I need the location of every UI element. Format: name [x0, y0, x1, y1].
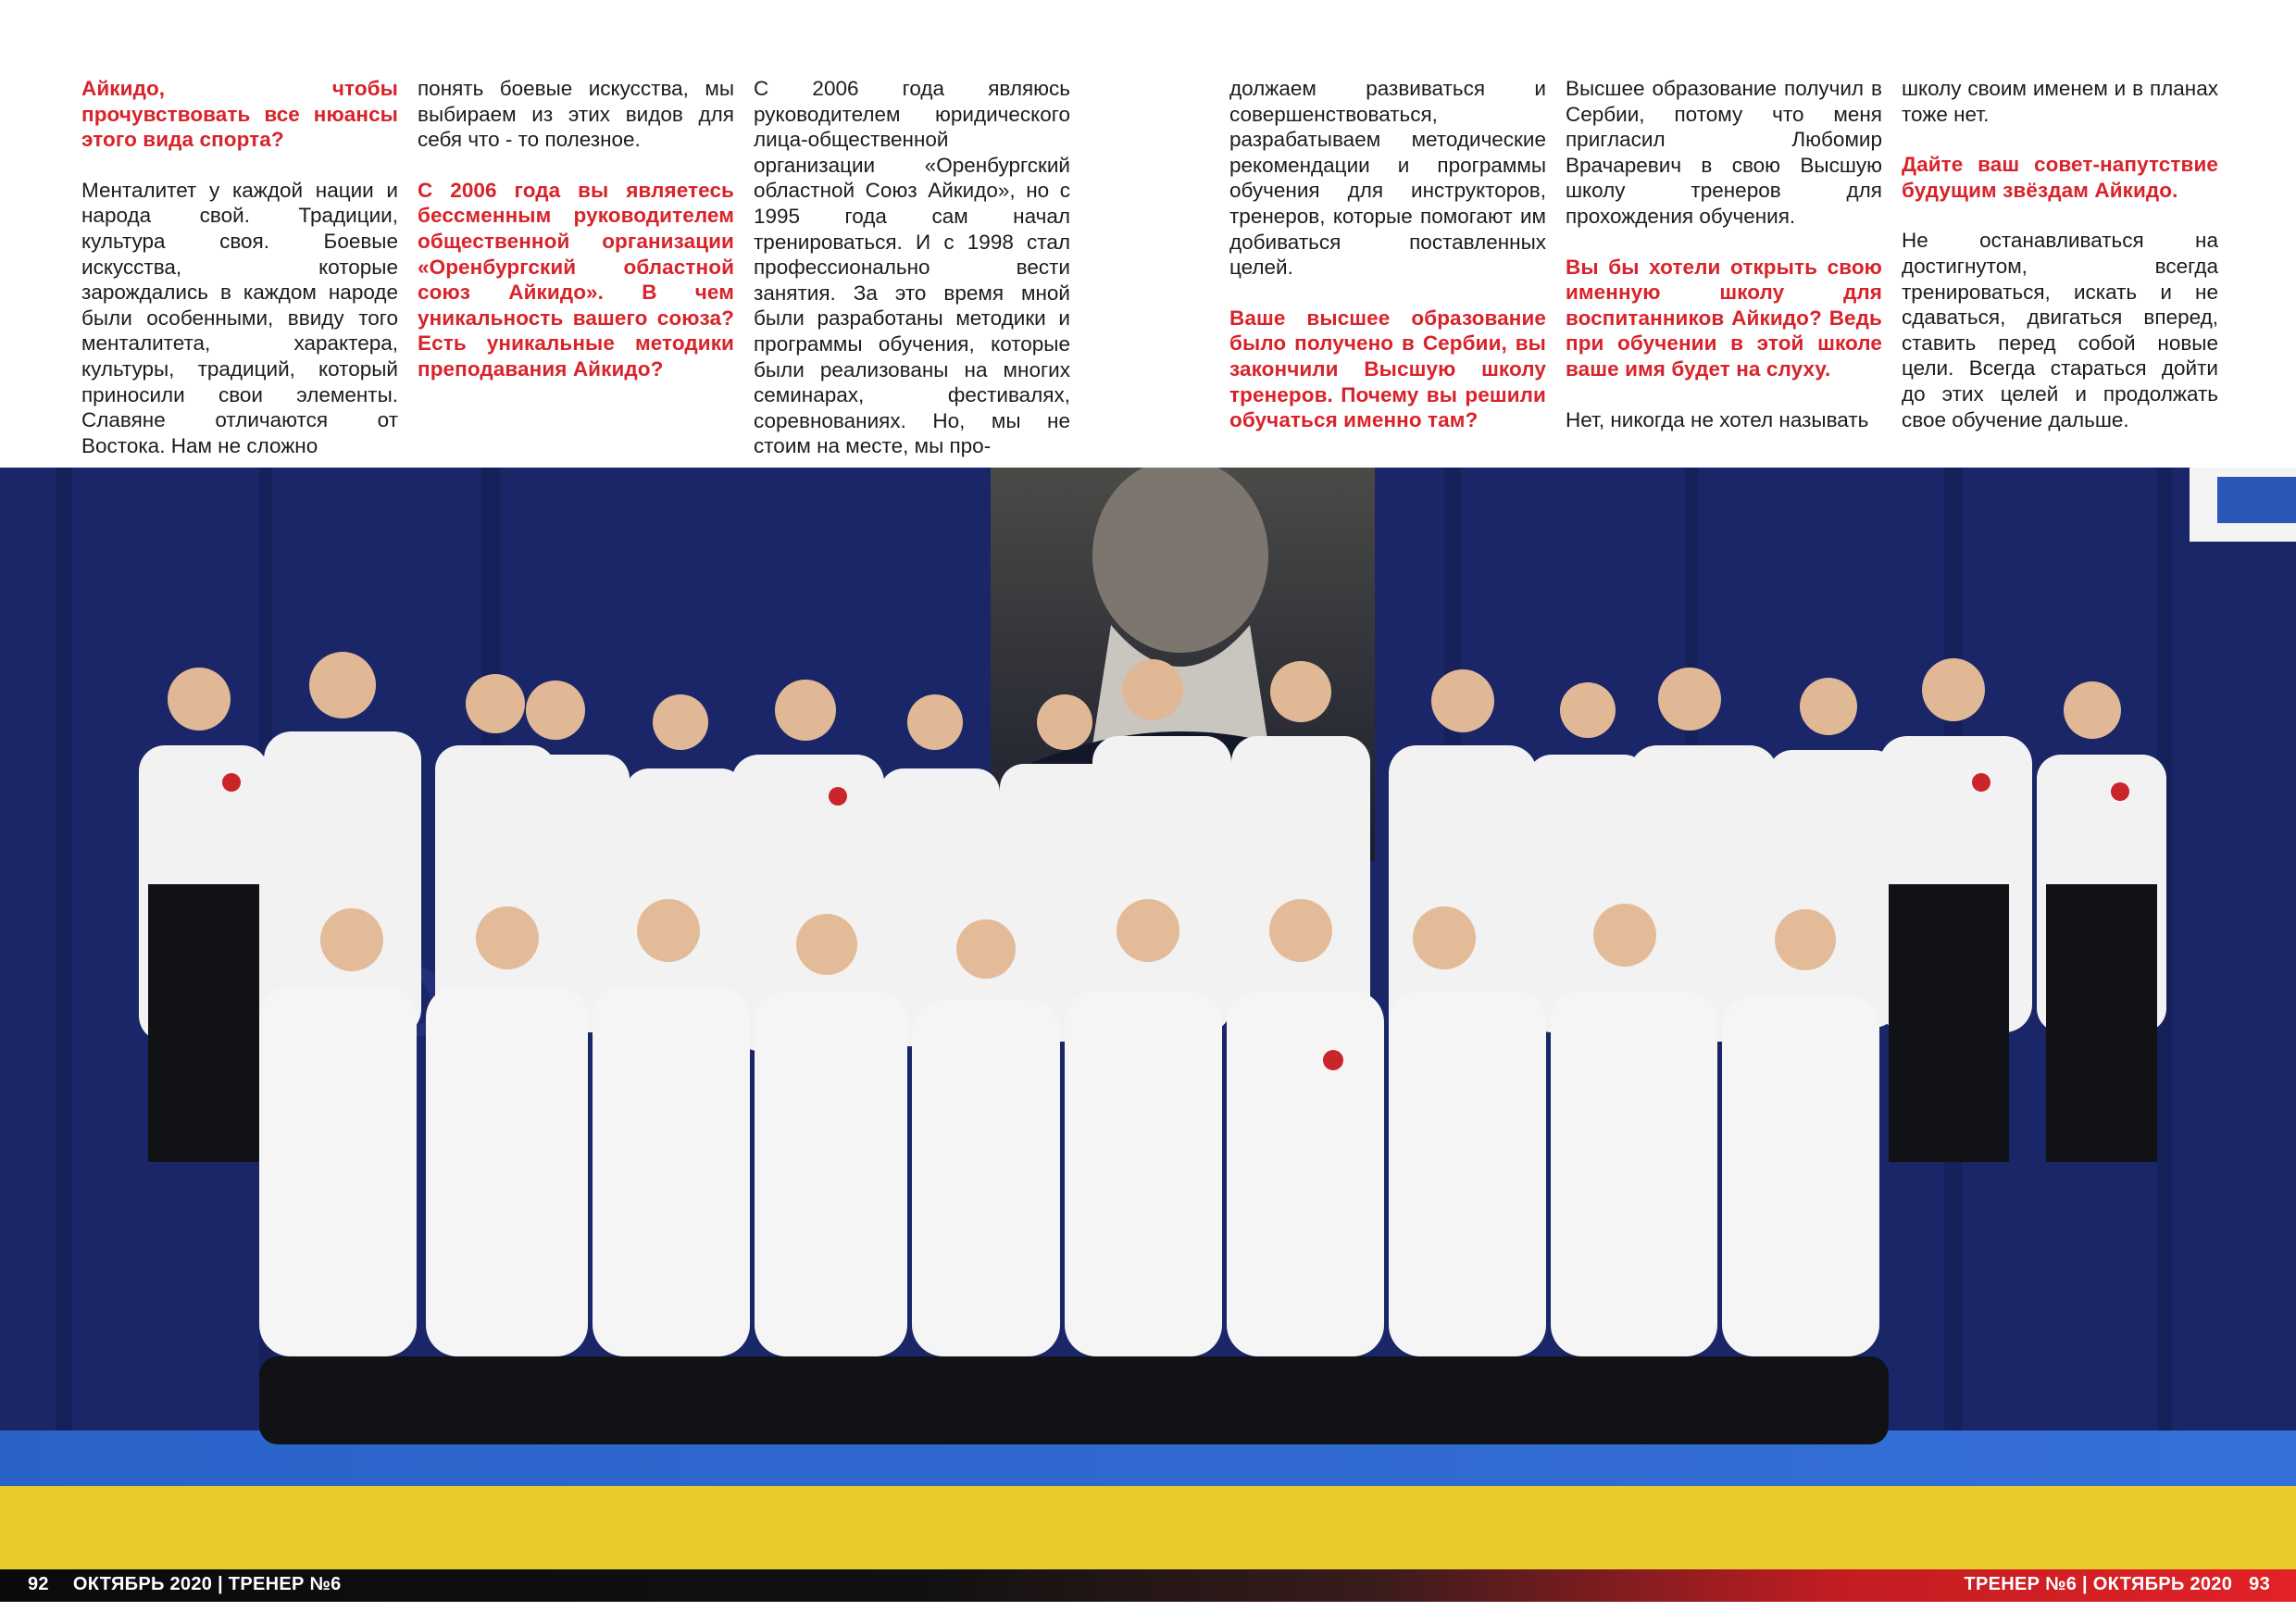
answer-text: С 2006 года являюсь руководителем юридического лица-общественной организации «Оренбургский областной Союз Айкидо», но с 1995 года сам начал тренироваться. И с 1998 стал профессионально вести занятия. За это время мной были разработаны методики и программы обучения, которые были реализованы на многих семинарах, фестивалях, соревнованиях. Но, мы не стоим на месте, мы про-: [754, 77, 1070, 458]
tatami-mat-yellow: [0, 1486, 2296, 1569]
group-photo: [0, 468, 2296, 1569]
answer-text: Менталитет у каждой нации и народа свой. Традиции, культура своя. Боевые искусства, которые зарождались в каждом народе были особенными, ввиду того менталитета, характера, культуры, традиций, который приносили свои элементы. Славяне отличаются от Востока. Нам не сложно: [81, 178, 398, 457]
footer-left: [28, 1574, 342, 1595]
page-number-left: 92: [28, 1574, 49, 1594]
answer-text: Не останавливаться на достигнутом, всегда тренироваться, искать и не сдаваться, двигаться вперед, ставить перед собой новые цели. Всегда стараться дойти до этих целей и продолжать свое обучение дальше.: [1902, 229, 2218, 431]
page-footer: [0, 1569, 2296, 1602]
footer-right-text: ТРЕНЕР №6 | ОКТЯБРЬ 2020: [1964, 1574, 2233, 1594]
question-text: Ваше высшее образование было получено в Сербии, вы закончили Высшую школу тренеров. Почему вы решили обучаться именно там?: [1229, 306, 1546, 432]
answer-text: должаем развиваться и совершенствоваться, разрабатываем методические рекомендации и программы обучения для инструкторов, тренеров, которые помогают им добиваться поставленных целей.: [1229, 77, 1546, 280]
text-column-6: [1902, 76, 2218, 457]
question-text: Вы бы хотели открыть свою именную школу для воспитанников Айкидо? Ведь при обучении в этой школе ваше имя будет на слуху.: [1566, 255, 1882, 381]
question-text: С 2006 года вы являетесь бессменным руководителем общественной организации «Оренбургский областной союз Айкидо». В чем уникальность вашего союза? Есть уникальные методики преподавания Айкидо?: [418, 178, 734, 381]
question-text: Айкидо, чтобы прочувствовать все нюансы этого вида спорта?: [81, 77, 398, 152]
answer-text: школу своим именем и в планах тоже нет.: [1902, 77, 2218, 126]
answer-text: Нет, никогда не хотел называть: [1566, 407, 1869, 431]
answer-text: Высшее образование получил в Сербии, потому что меня пригласил Любомир Врачаревич в свою Высшую школу тренеров для прохождения обучения.: [1566, 77, 1882, 228]
question-text: Дайте ваш совет-напутствие будущим звёздам Айкидо.: [1902, 153, 2218, 202]
flag-blue: [2217, 477, 2296, 523]
text-column-5: [1566, 76, 1882, 457]
group-photo-illustration: [0, 468, 2296, 1569]
text-column-4: [1229, 76, 1546, 458]
footer-left-text: ОКТЯБРЬ 2020 | ТРЕНЕР №6: [72, 1574, 342, 1594]
page-bottom-margin: [0, 1602, 2296, 1624]
text-column-2: [418, 76, 734, 407]
text-column-3: [754, 76, 1070, 484]
footer-right: [1965, 1574, 2271, 1595]
answer-text: понять боевые искусства, мы выбираем из этих видов для себя что - то полезное.: [418, 77, 734, 152]
text-column-1: [81, 76, 398, 483]
article-text-area: [0, 0, 2296, 468]
page-number-right: 93: [2249, 1574, 2270, 1594]
